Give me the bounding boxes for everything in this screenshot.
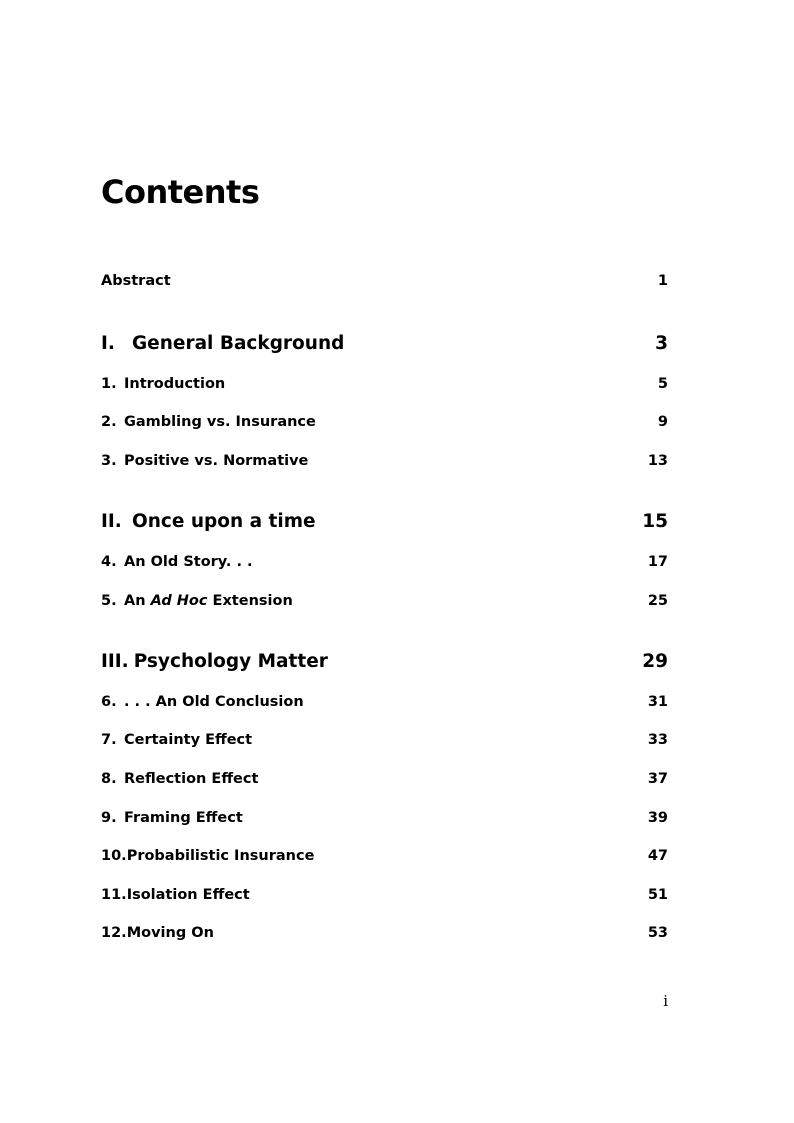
toc-chapter-page: 9 <box>657 414 668 430</box>
toc-chapter-4[interactable] <box>101 553 668 571</box>
toc-chapter-page: 47 <box>647 848 668 864</box>
toc-chapter-number: 9. <box>101 810 117 826</box>
toc-chapter-label: An Old Story. . . <box>124 554 253 570</box>
toc-entry-label: Abstract <box>101 273 171 289</box>
toc-part-label: General Background <box>132 333 345 354</box>
toc-chapter-label: Moving On <box>126 925 214 941</box>
toc-chapter-number: 12. <box>101 925 127 941</box>
toc-chapter-number: 11. <box>101 887 127 903</box>
toc-chapter-label: Reflection Effect <box>124 771 259 787</box>
toc-chapter-page: 53 <box>647 925 668 941</box>
toc-chapter-3[interactable] <box>101 452 668 470</box>
toc-chapter-1[interactable] <box>101 375 668 393</box>
toc-chapter-10[interactable] <box>101 847 668 865</box>
toc-part-label: Once upon a time <box>132 511 316 532</box>
toc-part-2[interactable] <box>101 511 668 533</box>
toc-chapter-label: Isolation Effect <box>126 887 250 903</box>
toc-chapter-number: 6. <box>101 694 117 710</box>
toc-chapter-label-post: Extension <box>207 593 293 609</box>
toc-chapter-label: Positive vs. Normative <box>124 453 309 469</box>
toc-part-number: II. <box>101 511 122 532</box>
toc-chapter-number: 8. <box>101 771 117 787</box>
toc-chapter-number: 2. <box>101 414 117 430</box>
toc-chapter-7[interactable] <box>101 731 668 749</box>
toc-chapter-page: 51 <box>647 887 668 903</box>
toc-chapter-page: 39 <box>647 810 668 826</box>
toc-chapter-label: Probabilistic Insurance <box>126 848 315 864</box>
toc-part-1[interactable] <box>101 333 668 355</box>
toc-chapter-page: 13 <box>647 453 668 469</box>
toc-chapter-11[interactable] <box>101 886 668 904</box>
toc-entry-page: 1 <box>657 273 668 289</box>
toc-chapter-label <box>124 592 293 610</box>
toc-chapter-label: Certainty Effect <box>124 732 253 748</box>
toc-chapter-label: Framing Effect <box>124 810 243 826</box>
toc-chapter-2[interactable] <box>101 413 668 431</box>
page-number-footer: i <box>663 992 668 1010</box>
page-title: Contents <box>101 173 260 211</box>
toc-chapter-label: Gambling vs. Insurance <box>124 414 316 430</box>
toc-chapter-page: 17 <box>647 554 668 570</box>
toc-entry-abstract[interactable] <box>101 272 668 290</box>
toc-chapter-6[interactable] <box>101 693 668 711</box>
toc-chapter-number: 3. <box>101 453 117 469</box>
toc-chapter-5[interactable] <box>101 592 668 610</box>
toc-part-number: I. <box>101 333 115 354</box>
toc-chapter-page: 33 <box>647 732 668 748</box>
toc-chapter-page: 25 <box>647 593 668 609</box>
toc-part-3[interactable] <box>101 651 668 673</box>
toc-part-number: III. <box>101 651 129 672</box>
toc-chapter-label: . . . An Old Conclusion <box>124 694 304 710</box>
toc-part-page: 15 <box>642 511 668 532</box>
toc-chapter-number: 7. <box>101 732 117 748</box>
toc-chapter-9[interactable] <box>101 809 668 827</box>
toc-part-page: 3 <box>655 333 668 354</box>
toc-chapter-page: 31 <box>647 694 668 710</box>
toc-chapter-number: 5. <box>101 593 117 609</box>
toc-chapter-page: 37 <box>647 771 668 787</box>
toc-chapter-number: 1. <box>101 376 117 392</box>
toc-chapter-12[interactable] <box>101 924 668 942</box>
toc-chapter-label-italic: Ad Hoc <box>150 593 208 609</box>
toc-chapter-number: 10. <box>101 848 127 864</box>
toc-part-label: Psychology Matter <box>133 651 328 672</box>
toc-chapter-8[interactable] <box>101 770 668 788</box>
toc-chapter-page: 5 <box>657 376 668 392</box>
toc-chapter-number: 4. <box>101 554 117 570</box>
toc-part-page: 29 <box>642 651 668 672</box>
toc-chapter-label: Introduction <box>124 376 226 392</box>
toc-chapter-label-pre: An <box>124 593 151 609</box>
